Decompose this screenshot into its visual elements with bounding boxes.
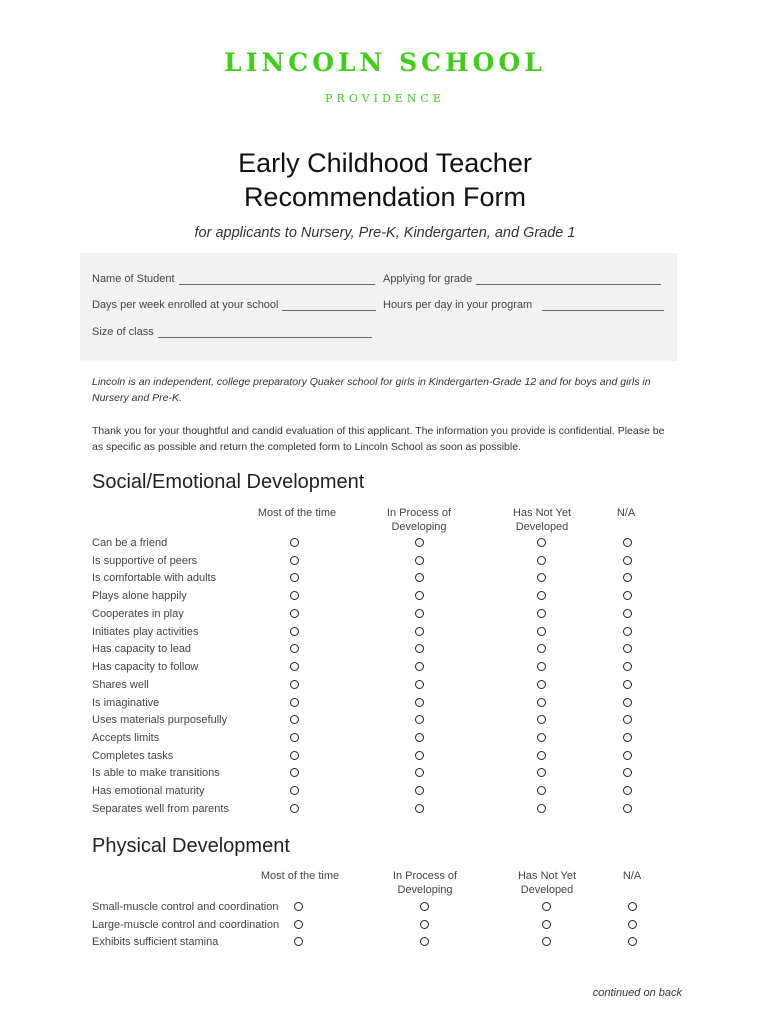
rating-radio[interactable] (628, 902, 637, 911)
rating-radio[interactable] (415, 733, 424, 742)
form-title-line1: Early Childhood Teacher (238, 148, 532, 178)
rating-radio[interactable] (537, 786, 546, 795)
col-in-process-line2: Developing (391, 521, 447, 533)
col-has-not-yet (492, 506, 592, 534)
rating-radio[interactable] (290, 538, 299, 547)
rating-row-label: Large-muscle control and coordination (92, 918, 280, 931)
rating-radio[interactable] (290, 591, 299, 600)
rating-radio[interactable] (420, 920, 429, 929)
col-has-not-yet-line1: Has Not Yet (512, 507, 572, 519)
rating-radio[interactable] (290, 627, 299, 636)
size-of-class-input[interactable] (158, 327, 372, 338)
rating-radio[interactable] (537, 751, 546, 760)
rating-row-label: Can be a friend (92, 537, 168, 549)
rating-radio[interactable] (415, 804, 424, 813)
rating-radio[interactable] (623, 786, 632, 795)
rating-radio[interactable] (290, 804, 299, 813)
applying-for-grade-label: Applying for grade (383, 273, 473, 285)
col-most-of-the-time: Most of the time (260, 870, 340, 882)
rating-radio[interactable] (537, 804, 546, 813)
social-emotional-heading: Social/Emotional Development (92, 471, 365, 493)
name-of-student-label: Name of Student (92, 273, 175, 285)
rating-radio[interactable] (415, 680, 424, 689)
rating-radio[interactable] (537, 627, 546, 636)
rating-row-label: Has capacity to lead (92, 643, 192, 656)
col-in-process-line2: Developing (397, 884, 453, 896)
days-per-week-input[interactable] (282, 300, 376, 311)
rating-row-label: Has emotional maturity (92, 785, 205, 798)
col-na: N/A (622, 870, 642, 882)
form-subtitle: for applicants to Nursery, Pre-K, Kindergarten, and Grade 1 (194, 225, 576, 241)
applying-for-grade-input[interactable] (476, 274, 661, 285)
rating-row-label: Is imaginative (92, 696, 160, 709)
col-has-not-yet (497, 869, 597, 897)
rating-radio[interactable] (537, 556, 546, 565)
rating-radio[interactable] (537, 591, 546, 600)
rating-radio[interactable] (542, 937, 551, 946)
rating-radio[interactable] (542, 920, 551, 929)
instructions-text: Thank you for your thoughtful and candid evaluation of this applicant. The information you provide is confidential. Please be as specific as possible and return the completed form to Lincoln School as soon as possible. (92, 425, 665, 453)
rating-radio[interactable] (628, 920, 637, 929)
rating-radio[interactable] (537, 680, 546, 689)
rating-radio[interactable] (537, 662, 546, 671)
continued-on-back: continued on back (592, 987, 682, 999)
rating-radio[interactable] (623, 698, 632, 707)
rating-radio[interactable] (537, 538, 546, 547)
rating-row-label: Is supportive of peers (92, 554, 198, 567)
rating-radio[interactable] (537, 733, 546, 742)
hours-per-day-label: Hours per day in your program (383, 299, 533, 311)
rating-radio[interactable] (415, 698, 424, 707)
rating-radio[interactable] (294, 937, 303, 946)
school-description: Lincoln is an independent, college preparatory Quaker school for girls in Kindergarten-Grade 12 and for boys and girls in Nursery and Pre-K. (92, 376, 651, 404)
rating-radio[interactable] (290, 644, 299, 653)
rating-radio[interactable] (537, 644, 546, 653)
name-of-student-input[interactable] (179, 274, 375, 285)
rating-radio[interactable] (415, 662, 424, 671)
rating-radio[interactable] (290, 680, 299, 689)
col-has-not-yet-line2: Developed (515, 521, 569, 533)
rating-radio[interactable] (628, 937, 637, 946)
rating-radio[interactable] (623, 715, 632, 724)
rating-row-label: Exhibits sufficient stamina (92, 936, 219, 948)
rating-radio[interactable] (290, 751, 299, 760)
physical-heading: Physical Development (92, 835, 290, 857)
col-has-not-yet-line2: Developed (520, 884, 574, 896)
rating-radio[interactable] (290, 715, 299, 724)
rating-row-label: Initiates play activities (92, 625, 199, 638)
size-of-class-label: Size of class (92, 326, 154, 338)
rating-radio[interactable] (294, 920, 303, 929)
school-city: PROVIDENCE (325, 92, 445, 105)
rating-radio[interactable] (415, 644, 424, 653)
rating-radio[interactable] (623, 538, 632, 547)
rating-radio[interactable] (623, 644, 632, 653)
rating-radio[interactable] (623, 751, 632, 760)
rating-radio[interactable] (623, 591, 632, 600)
rating-row-label: Cooperates in play (92, 607, 184, 620)
rating-radio[interactable] (537, 573, 546, 582)
col-has-not-yet-line1: Has Not Yet (517, 870, 577, 882)
rating-radio[interactable] (290, 733, 299, 742)
rating-radio[interactable] (415, 786, 424, 795)
rating-radio[interactable] (290, 786, 299, 795)
hours-per-day-field[interactable] (383, 299, 664, 311)
form-title (0, 146, 770, 214)
rating-radio[interactable] (623, 768, 632, 777)
size-of-class-field[interactable] (92, 326, 372, 338)
rating-radio[interactable] (290, 573, 299, 582)
rating-radio[interactable] (415, 609, 424, 618)
rating-radio[interactable] (415, 751, 424, 760)
rating-radio[interactable] (623, 662, 632, 671)
rating-radio[interactable] (290, 556, 299, 565)
rating-row-label: Has capacity to follow (92, 661, 199, 674)
applying-for-grade-field[interactable] (383, 273, 661, 285)
rating-row-label: Accepts limits (92, 732, 160, 745)
days-per-week-label: Days per week enrolled at your school (92, 299, 279, 311)
rating-radio[interactable] (415, 538, 424, 547)
rating-row-label: Separates well from parents (92, 802, 229, 815)
rating-radio[interactable] (537, 715, 546, 724)
rating-row-label: Shares well (92, 678, 149, 691)
rating-radio[interactable] (415, 573, 424, 582)
rating-radio[interactable] (415, 591, 424, 600)
rating-row-label: Is comfortable with adults (92, 572, 217, 585)
days-per-week-field[interactable] (92, 299, 376, 311)
rating-radio[interactable] (537, 609, 546, 618)
rating-row-label: Plays alone happily (92, 590, 187, 603)
rating-radio[interactable] (623, 627, 632, 636)
rating-radio[interactable] (290, 698, 299, 707)
rating-radio[interactable] (623, 556, 632, 565)
rating-radio[interactable] (420, 937, 429, 946)
rating-radio[interactable] (415, 768, 424, 777)
col-most-of-the-time: Most of the time (257, 507, 337, 519)
col-in-process (369, 506, 469, 534)
col-in-process (375, 869, 475, 897)
rating-radio[interactable] (537, 698, 546, 707)
col-in-process-line1: In Process of (392, 870, 458, 882)
rating-radio[interactable] (415, 627, 424, 636)
rating-radio[interactable] (290, 662, 299, 671)
rating-row-label: Completes tasks (92, 749, 174, 762)
rating-radio[interactable] (623, 733, 632, 742)
rating-radio[interactable] (623, 573, 632, 582)
hours-per-day-input[interactable] (542, 300, 664, 311)
rating-radio[interactable] (542, 902, 551, 911)
col-in-process-line1: In Process of (386, 507, 452, 519)
rating-radio[interactable] (623, 680, 632, 689)
rating-row-label: Small-muscle control and coordination (92, 901, 279, 913)
rating-radio[interactable] (537, 768, 546, 777)
rating-radio[interactable] (623, 804, 632, 813)
name-of-student-field[interactable] (92, 273, 375, 285)
rating-radio[interactable] (623, 609, 632, 618)
rating-radio[interactable] (415, 715, 424, 724)
col-na: N/A (616, 507, 636, 519)
rating-radio[interactable] (415, 556, 424, 565)
rating-row-label: Is able to make transitions (92, 767, 220, 780)
rating-radio[interactable] (294, 902, 303, 911)
school-name: LINCOLN SCHOOL (224, 48, 546, 77)
rating-row-label: Uses materials purposefully (92, 714, 228, 727)
rating-radio[interactable] (290, 609, 299, 618)
rating-radio[interactable] (290, 768, 299, 777)
rating-radio[interactable] (420, 902, 429, 911)
form-title-line2: Recommendation Form (243, 182, 527, 212)
